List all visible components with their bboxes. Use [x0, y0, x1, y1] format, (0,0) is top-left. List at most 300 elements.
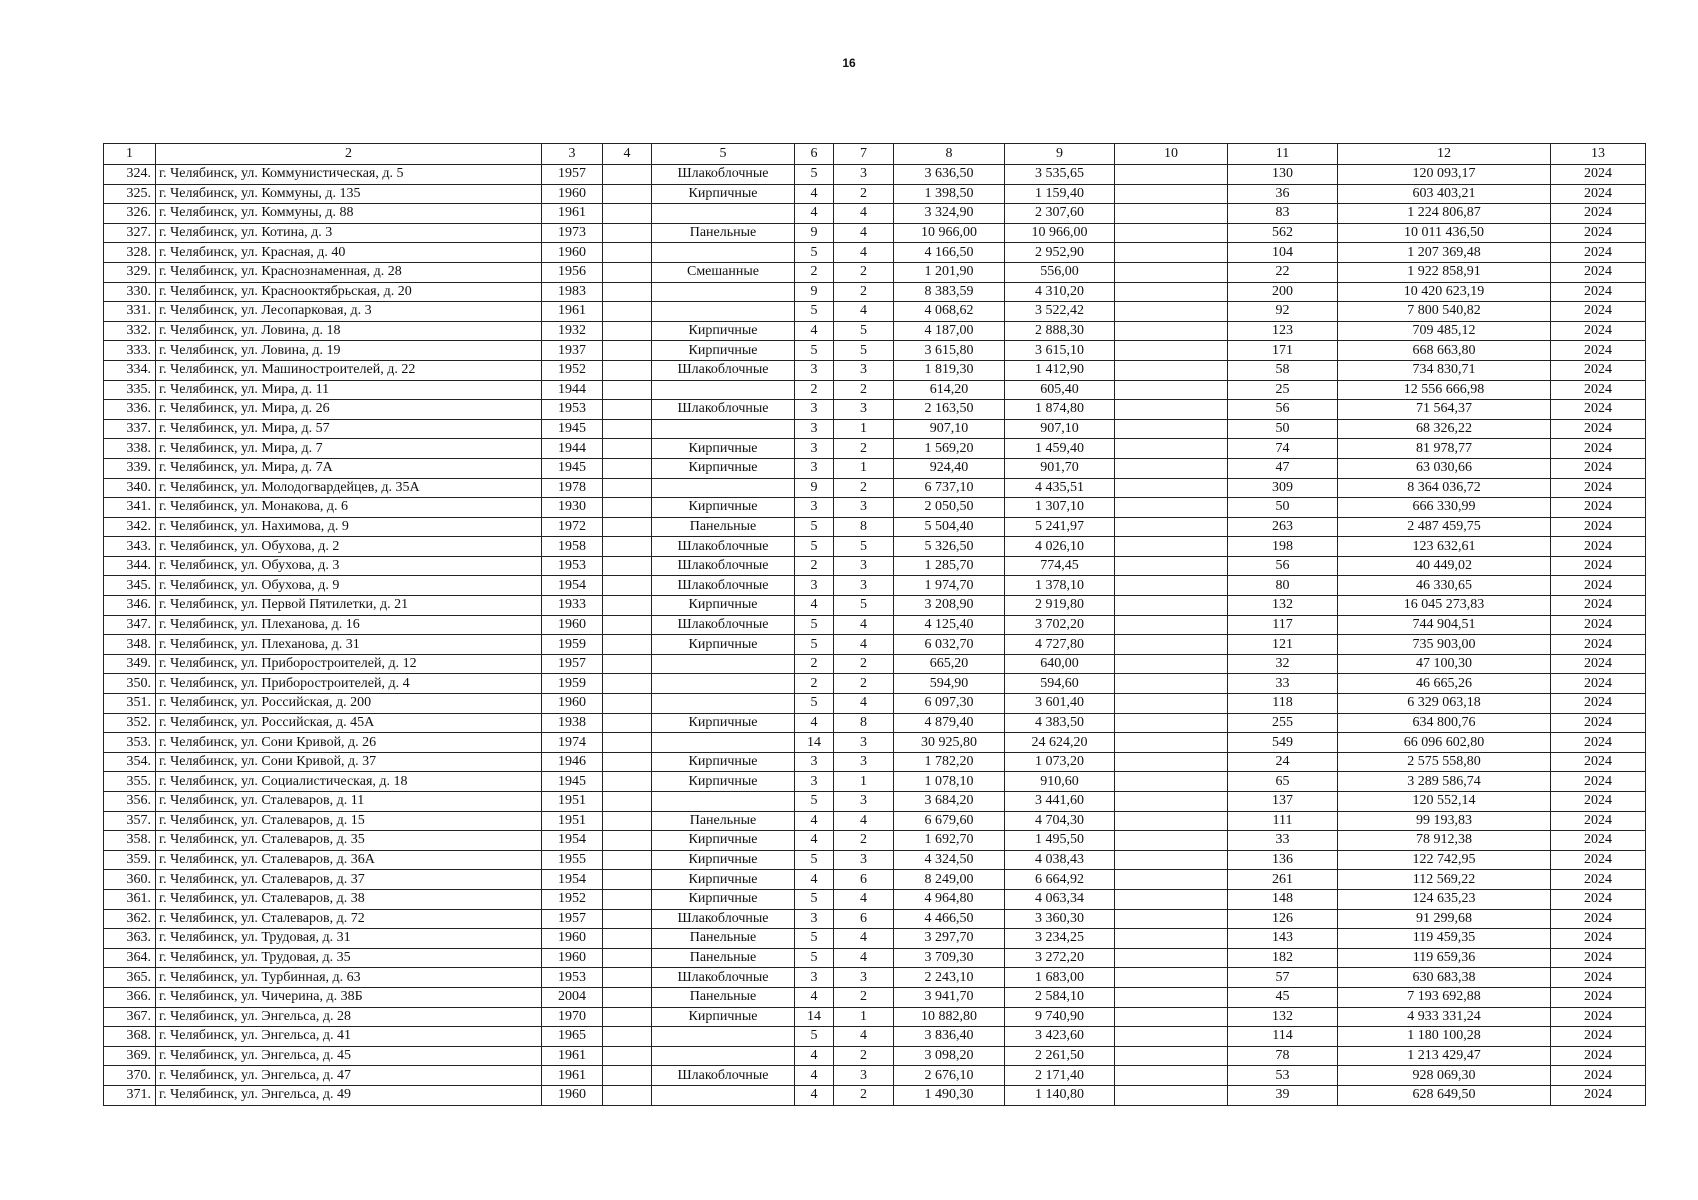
table-cell: 1954 [542, 870, 603, 890]
table-cell: Кирпичные [652, 184, 795, 204]
table-cell: 78 [1228, 1046, 1338, 1066]
table-cell: 4 [795, 811, 834, 831]
table-cell: 3 [834, 733, 894, 753]
table-row [104, 752, 1646, 772]
table-cell: 3 941,70 [894, 987, 1005, 1007]
table-cell [1115, 223, 1228, 243]
table-cell [652, 419, 795, 439]
table-cell: 1953 [542, 968, 603, 988]
table-row [104, 654, 1646, 674]
table-cell [1115, 889, 1228, 909]
table-cell: Кирпичные [652, 850, 795, 870]
table-cell: г. Челябинск, ул. Сталеваров, д. 36А [156, 850, 542, 870]
table-cell: 4 [834, 223, 894, 243]
table-cell: 3 [834, 1066, 894, 1086]
table-cell: Шлакоблочные [652, 1066, 795, 1086]
table-cell: 137 [1228, 792, 1338, 812]
table-cell [1115, 929, 1228, 949]
column-header: 6 [795, 144, 834, 165]
table-cell: 329. [104, 262, 156, 282]
table-cell [652, 380, 795, 400]
table-cell: 634 800,76 [1338, 713, 1551, 733]
table-cell: 3 684,20 [894, 792, 1005, 812]
table-cell: 3 [795, 458, 834, 478]
table-body [104, 165, 1646, 1106]
table-row [104, 223, 1646, 243]
table-cell: 132 [1228, 1007, 1338, 1027]
table-cell: г. Челябинск, ул. Плеханова, д. 16 [156, 615, 542, 635]
table-cell: 2024 [1551, 1007, 1646, 1027]
table-cell [1115, 1027, 1228, 1047]
table-cell: 1954 [542, 576, 603, 596]
table-cell: 80 [1228, 576, 1338, 596]
table-cell: 4 324,50 [894, 850, 1005, 870]
table-cell: Кирпичные [652, 498, 795, 518]
table-cell: 5 [795, 948, 834, 968]
table-cell: 1961 [542, 204, 603, 224]
table-cell: 123 [1228, 321, 1338, 341]
table-cell: 2024 [1551, 674, 1646, 694]
table-cell: 66 096 602,80 [1338, 733, 1551, 753]
table-cell: 640,00 [1005, 654, 1115, 674]
table-cell: 123 632,61 [1338, 537, 1551, 557]
table-cell: 2024 [1551, 654, 1646, 674]
table-cell: 56 [1228, 556, 1338, 576]
table-cell: 1965 [542, 1027, 603, 1047]
table-cell: 2024 [1551, 635, 1646, 655]
table-cell: 614,20 [894, 380, 1005, 400]
table-cell: 2 [795, 380, 834, 400]
table-cell: 1 922 858,91 [1338, 262, 1551, 282]
table-cell: 114 [1228, 1027, 1338, 1047]
table-cell: 1 569,20 [894, 439, 1005, 459]
table-cell [1115, 792, 1228, 812]
table-cell: 331. [104, 302, 156, 322]
table-cell: г. Челябинск, ул. Лесопарковая, д. 3 [156, 302, 542, 322]
table-cell: г. Челябинск, ул. Молодогвардейцев, д. 35А [156, 478, 542, 498]
table-cell: 1961 [542, 302, 603, 322]
table-cell: 2024 [1551, 439, 1646, 459]
table-cell: 1 782,20 [894, 752, 1005, 772]
table-row [104, 929, 1646, 949]
table-cell: 562 [1228, 223, 1338, 243]
table-cell: 628 649,50 [1338, 1085, 1551, 1105]
table-cell: 907,10 [894, 419, 1005, 439]
table-cell [603, 204, 652, 224]
table-cell: 1 285,70 [894, 556, 1005, 576]
table-cell: 734 830,71 [1338, 360, 1551, 380]
table-cell: 2 [795, 262, 834, 282]
table-cell: 4 [834, 811, 894, 831]
table-row [104, 850, 1646, 870]
column-header: 10 [1115, 144, 1228, 165]
table-cell: 2024 [1551, 380, 1646, 400]
table-cell: 333. [104, 341, 156, 361]
table-cell: 774,45 [1005, 556, 1115, 576]
table-cell: 2024 [1551, 870, 1646, 890]
table-cell: 4 [834, 635, 894, 655]
table-row [104, 889, 1646, 909]
table-cell [1115, 165, 1228, 185]
table-cell [652, 302, 795, 322]
table-cell: 1 207 369,48 [1338, 243, 1551, 263]
table-cell: 2 [795, 556, 834, 576]
table-cell: 1955 [542, 850, 603, 870]
table-cell [603, 341, 652, 361]
table-cell: 366. [104, 987, 156, 1007]
table-cell [603, 517, 652, 537]
table-cell: 3 836,40 [894, 1027, 1005, 1047]
table-cell: 10 011 436,50 [1338, 223, 1551, 243]
table-cell: 309 [1228, 478, 1338, 498]
table-cell [652, 282, 795, 302]
table-cell: 4 [795, 1046, 834, 1066]
table-cell: 350. [104, 674, 156, 694]
table-row [104, 321, 1646, 341]
table-row [104, 556, 1646, 576]
table-cell: 2024 [1551, 987, 1646, 1007]
table-cell [1115, 752, 1228, 772]
table-cell: 3 [834, 792, 894, 812]
table-cell: 3 [795, 400, 834, 420]
table-cell: г. Челябинск, ул. Энгельса, д. 47 [156, 1066, 542, 1086]
table-cell: Шлакоблочные [652, 909, 795, 929]
table-cell: 8 [834, 713, 894, 733]
table-cell: 338. [104, 439, 156, 459]
table-cell: 3 [795, 576, 834, 596]
table-cell: 81 978,77 [1338, 439, 1551, 459]
table-cell: г. Челябинск, ул. Приборостроителей, д. 12 [156, 654, 542, 674]
table-row [104, 380, 1646, 400]
table-row [104, 1085, 1646, 1105]
table-cell: Панельные [652, 987, 795, 1007]
table-cell: 148 [1228, 889, 1338, 909]
table-cell [1115, 987, 1228, 1007]
table-row [104, 674, 1646, 694]
table-cell: 5 [795, 694, 834, 714]
table-cell: 5 [795, 792, 834, 812]
table-cell: 8 [834, 517, 894, 537]
table-cell [652, 1046, 795, 1066]
table-cell: 1973 [542, 223, 603, 243]
table-cell: Панельные [652, 811, 795, 831]
table-cell: 5 [795, 302, 834, 322]
table-cell: 1960 [542, 615, 603, 635]
table-cell: 1951 [542, 811, 603, 831]
table-cell: 326. [104, 204, 156, 224]
table-cell: 1 224 806,87 [1338, 204, 1551, 224]
table-cell: 25 [1228, 380, 1338, 400]
table-cell: 2024 [1551, 752, 1646, 772]
table-cell: 2024 [1551, 262, 1646, 282]
table-cell: 5 [795, 243, 834, 263]
table-cell: Панельные [652, 223, 795, 243]
table-cell: 1959 [542, 635, 603, 655]
table-cell [1115, 243, 1228, 263]
table-cell: 2024 [1551, 556, 1646, 576]
table-cell: 10 966,00 [1005, 223, 1115, 243]
table-cell [603, 556, 652, 576]
table-cell [1115, 635, 1228, 655]
table-cell: 104 [1228, 243, 1338, 263]
table-cell [1115, 478, 1228, 498]
column-header: 5 [652, 144, 795, 165]
table-row [104, 1066, 1646, 1086]
table-cell: 3 [795, 439, 834, 459]
table-cell: 4 310,20 [1005, 282, 1115, 302]
table-cell: 2024 [1551, 929, 1646, 949]
table-cell [603, 733, 652, 753]
table-cell: 2024 [1551, 811, 1646, 831]
table-cell [1115, 380, 1228, 400]
table-cell [603, 987, 652, 1007]
table-row [104, 596, 1646, 616]
table-cell: 2 [834, 262, 894, 282]
table-cell: 2024 [1551, 458, 1646, 478]
table-cell: 603 403,21 [1338, 184, 1551, 204]
table-cell: 4 466,50 [894, 909, 1005, 929]
table-cell: 337. [104, 419, 156, 439]
table-cell: 5 504,40 [894, 517, 1005, 537]
table-cell: 4 [795, 204, 834, 224]
table-cell: 6 032,70 [894, 635, 1005, 655]
table-cell: 9 [795, 223, 834, 243]
table-cell: г. Челябинск, ул. Российская, д. 200 [156, 694, 542, 714]
table-cell: 3 297,70 [894, 929, 1005, 949]
table-cell: 118 [1228, 694, 1338, 714]
table-cell: 2024 [1551, 733, 1646, 753]
table-cell: 1938 [542, 713, 603, 733]
table-cell [652, 733, 795, 753]
table-cell: г. Челябинск, ул. Приборостроителей, д. 4 [156, 674, 542, 694]
table-cell [603, 948, 652, 968]
table-cell: 1957 [542, 165, 603, 185]
table-cell [1115, 517, 1228, 537]
table-cell: 1 974,70 [894, 576, 1005, 596]
table-cell: г. Челябинск, ул. Энгельса, д. 28 [156, 1007, 542, 1027]
table-row [104, 400, 1646, 420]
table-cell: 2024 [1551, 1085, 1646, 1105]
table-cell: 2 [834, 674, 894, 694]
table-cell: 112 569,22 [1338, 870, 1551, 890]
table-cell: 1937 [542, 341, 603, 361]
table-cell: 668 663,80 [1338, 341, 1551, 361]
table-cell [1115, 870, 1228, 890]
page-number: 16 [842, 56, 856, 70]
table-row [104, 948, 1646, 968]
table-cell [603, 498, 652, 518]
table-cell: г. Челябинск, ул. Сталеваров, д. 11 [156, 792, 542, 812]
table-cell: 8 383,59 [894, 282, 1005, 302]
table-cell: 1954 [542, 831, 603, 851]
table-cell: г. Челябинск, ул. Краснооктябрьская, д. 20 [156, 282, 542, 302]
table-cell: 1961 [542, 1066, 603, 1086]
table-cell: 2 307,60 [1005, 204, 1115, 224]
table-cell: 3 [795, 772, 834, 792]
table-cell: 2 888,30 [1005, 321, 1115, 341]
table-cell: 16 045 273,83 [1338, 596, 1551, 616]
column-header: 8 [894, 144, 1005, 165]
table-cell: г. Челябинск, ул. Ловина, д. 19 [156, 341, 542, 361]
table-cell: 3 [834, 165, 894, 185]
table-cell: 10 966,00 [894, 223, 1005, 243]
table-cell: Шлакоблочные [652, 968, 795, 988]
table-cell [603, 889, 652, 909]
table-cell [1115, 674, 1228, 694]
table-cell: 50 [1228, 498, 1338, 518]
table-cell: 3 [795, 360, 834, 380]
table-cell: 4 879,40 [894, 713, 1005, 733]
table-cell [652, 243, 795, 263]
table-cell: 2 487 459,75 [1338, 517, 1551, 537]
table-cell: 4 435,51 [1005, 478, 1115, 498]
table-cell: 347. [104, 615, 156, 635]
table-cell: 339. [104, 458, 156, 478]
table-cell [603, 576, 652, 596]
table-cell: 2024 [1551, 792, 1646, 812]
table-cell: 1 078,10 [894, 772, 1005, 792]
table-cell: 6 679,60 [894, 811, 1005, 831]
table-cell: 2024 [1551, 968, 1646, 988]
table-cell: 2 [834, 831, 894, 851]
table-cell: г. Челябинск, ул. Первой Пятилетки, д. 21 [156, 596, 542, 616]
table-cell: 2 163,50 [894, 400, 1005, 420]
table-cell [1115, 1007, 1228, 1027]
table-cell: 1933 [542, 596, 603, 616]
table-header-row [104, 144, 1646, 165]
table-cell: г. Челябинск, ул. Энгельса, д. 49 [156, 1085, 542, 1105]
table-cell: 1 [834, 1007, 894, 1027]
table-cell [603, 713, 652, 733]
table-cell: 5 [795, 635, 834, 655]
table-cell: 362. [104, 909, 156, 929]
table-cell: 1960 [542, 243, 603, 263]
table-cell: 1958 [542, 537, 603, 557]
table-cell: г. Челябинск, ул. Монакова, д. 6 [156, 498, 542, 518]
table-cell: 5 [795, 929, 834, 949]
table-cell: 5 326,50 [894, 537, 1005, 557]
table-cell: 4 068,62 [894, 302, 1005, 322]
table-cell: 1 180 100,28 [1338, 1027, 1551, 1047]
table-cell: 2 919,80 [1005, 596, 1115, 616]
table-cell: 3 098,20 [894, 1046, 1005, 1066]
table-cell: 91 299,68 [1338, 909, 1551, 929]
table-cell: 342. [104, 517, 156, 537]
table-cell [603, 615, 652, 635]
table-cell: г. Челябинск, ул. Сталеваров, д. 37 [156, 870, 542, 890]
table-cell [1115, 772, 1228, 792]
table-cell [1115, 419, 1228, 439]
table-cell [603, 850, 652, 870]
table-cell: 3 423,60 [1005, 1027, 1115, 1047]
table-cell: 14 [795, 1007, 834, 1027]
table-cell: 1 412,90 [1005, 360, 1115, 380]
table-cell: 1 683,00 [1005, 968, 1115, 988]
table-cell: 2024 [1551, 1027, 1646, 1047]
table-cell: 3 535,65 [1005, 165, 1115, 185]
table-cell: 345. [104, 576, 156, 596]
table-cell: 3 702,20 [1005, 615, 1115, 635]
table-cell: 2024 [1551, 1046, 1646, 1066]
table-cell: 4 038,43 [1005, 850, 1115, 870]
table-cell: 74 [1228, 439, 1338, 459]
table-cell: 2004 [542, 987, 603, 1007]
table-cell: 119 459,35 [1338, 929, 1551, 949]
table-cell: 9 [795, 282, 834, 302]
table-cell: 361. [104, 889, 156, 909]
table-cell [603, 184, 652, 204]
table-cell: 3 [834, 850, 894, 870]
table-cell: 40 449,02 [1338, 556, 1551, 576]
table-cell: 4 383,50 [1005, 713, 1115, 733]
table-cell: 5 [834, 596, 894, 616]
table-cell [603, 1085, 652, 1105]
table-cell [603, 439, 652, 459]
table-cell: 8 249,00 [894, 870, 1005, 890]
table-cell: 351. [104, 694, 156, 714]
table-cell: 4 933 331,24 [1338, 1007, 1551, 1027]
table-cell [603, 360, 652, 380]
table-cell: 349. [104, 654, 156, 674]
table-cell: 1945 [542, 458, 603, 478]
table-cell: 1952 [542, 360, 603, 380]
table-cell [1115, 360, 1228, 380]
table-cell: 4 964,80 [894, 889, 1005, 909]
table-cell: 65 [1228, 772, 1338, 792]
table-cell: г. Челябинск, ул. Коммунистическая, д. 5 [156, 165, 542, 185]
table-cell: Шлакоблочные [652, 576, 795, 596]
table-cell: 1953 [542, 556, 603, 576]
table-cell: г. Челябинск, ул. Обухова, д. 3 [156, 556, 542, 576]
table-cell [603, 537, 652, 557]
table-cell: г. Челябинск, ул. Красная, д. 40 [156, 243, 542, 263]
column-header: 2 [156, 144, 542, 165]
table-cell: 3 [795, 498, 834, 518]
table-cell: 3 324,90 [894, 204, 1005, 224]
table-cell: 370. [104, 1066, 156, 1086]
table-cell: 744 904,51 [1338, 615, 1551, 635]
table-cell: г. Челябинск, ул. Мира, д. 26 [156, 400, 542, 420]
table-cell: 1 213 429,47 [1338, 1046, 1551, 1066]
table-cell: 2024 [1551, 341, 1646, 361]
table-cell: 6 664,92 [1005, 870, 1115, 890]
table-cell: 367. [104, 1007, 156, 1027]
table-cell: 594,60 [1005, 674, 1115, 694]
table-cell: 120 552,14 [1338, 792, 1551, 812]
table-cell [603, 321, 652, 341]
table-cell: г. Челябинск, ул. Сони Кривой, д. 37 [156, 752, 542, 772]
table-cell: 2 261,50 [1005, 1046, 1115, 1066]
table-cell: 356. [104, 792, 156, 812]
table-row [104, 282, 1646, 302]
table-cell: Кирпичные [652, 635, 795, 655]
table-cell: 200 [1228, 282, 1338, 302]
table-cell [1115, 498, 1228, 518]
table-cell: 111 [1228, 811, 1338, 831]
table-cell: г. Челябинск, ул. Сталеваров, д. 15 [156, 811, 542, 831]
table-row [104, 1027, 1646, 1047]
table-cell: 3 [795, 909, 834, 929]
table-cell: 666 330,99 [1338, 498, 1551, 518]
table-cell [603, 811, 652, 831]
table-cell: 343. [104, 537, 156, 557]
table-cell: 2 [834, 1085, 894, 1105]
table-cell: 735 903,00 [1338, 635, 1551, 655]
table-cell [603, 772, 652, 792]
table-cell: 1945 [542, 419, 603, 439]
table-cell: 10 882,80 [894, 1007, 1005, 1027]
table-cell: 2024 [1551, 165, 1646, 185]
